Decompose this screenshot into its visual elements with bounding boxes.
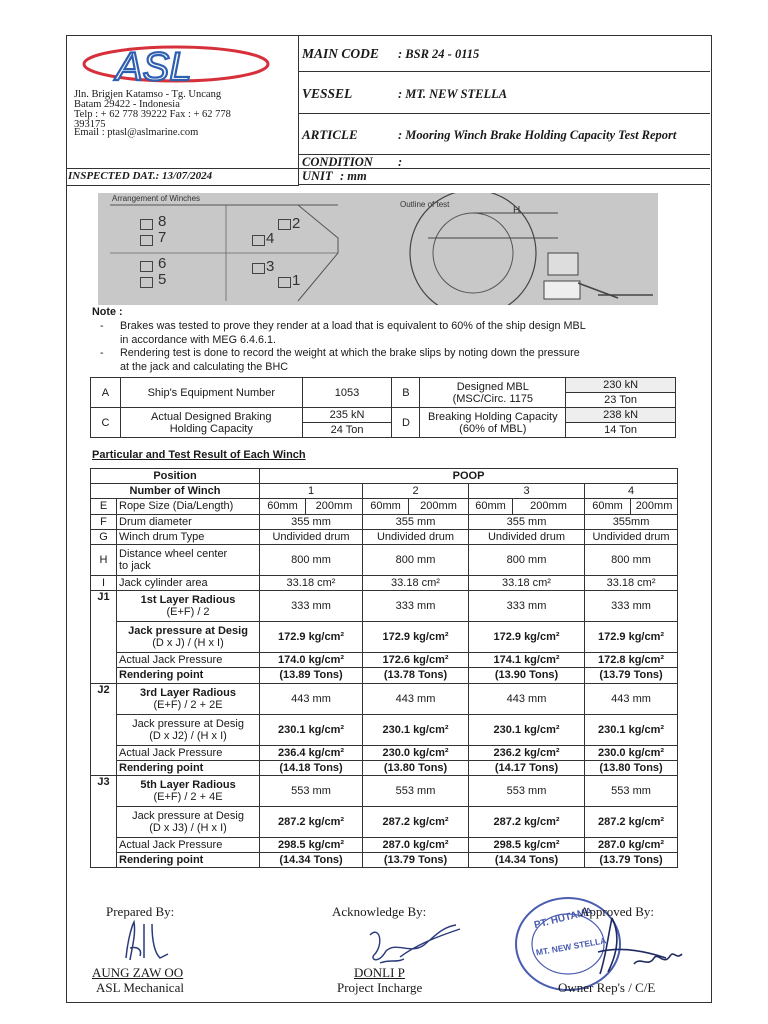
cell: 174.1 kg/cm²	[469, 653, 585, 668]
acknowledge-name: DONLI P	[354, 965, 405, 980]
cell: 33.18 cm²	[469, 575, 585, 590]
unit-label: UNIT	[302, 169, 333, 183]
h-label: H	[513, 205, 521, 216]
summary-value: 23 Ton	[566, 393, 676, 408]
cell: 800 mm	[585, 544, 678, 575]
row-label-line: to jack	[119, 559, 151, 572]
note-line: Brakes was tested to prove they render at a load that is equivalent to 60% of the ship design MBL	[120, 320, 586, 332]
winch-number: 3	[266, 258, 275, 275]
row-code: F	[91, 514, 117, 529]
summary-label-line: (60% of MBL)	[459, 422, 527, 435]
cell: 298.5 kg/cm²	[469, 837, 585, 852]
cell: 355 mm	[363, 514, 469, 529]
prepared-role: ASL Mechanical	[96, 980, 184, 995]
row-label: Jack cylinder area	[117, 575, 260, 590]
unit-row	[298, 168, 710, 185]
vessel-label: VESSEL	[302, 86, 353, 101]
cell: 443 mm	[260, 683, 363, 714]
cell: 230.1 kg/cm²	[469, 714, 585, 745]
cell: 287.2 kg/cm²	[260, 806, 363, 837]
layer-title-line: 1st Layer Radious	[140, 594, 236, 607]
row-code: J2	[91, 683, 117, 775]
note-bullet: -	[100, 320, 104, 332]
summary-label-line: Holding Capacity	[169, 422, 253, 435]
cell: 230.0 kg/cm²	[585, 745, 678, 760]
acknowledge-role: Project Incharge	[337, 980, 423, 995]
desig-label	[117, 714, 260, 745]
cell: (13.80 Tons)	[585, 760, 678, 775]
main-code-label: MAIN CODE	[302, 46, 379, 61]
summary-label	[420, 378, 566, 408]
outline-caption: Outline of test	[400, 200, 450, 209]
summary-label-line: (MSC/Circ. 1175	[452, 392, 534, 405]
desig-line: (D x J3) / (H x I)	[149, 821, 227, 834]
layer-title-line: 5th Layer Radious	[140, 778, 236, 791]
row-label-line: Distance wheel center	[119, 547, 228, 560]
rope-dia: 60mm	[469, 499, 513, 514]
desig-line: (D x J) / (H x I)	[152, 637, 224, 650]
cell: 230.1 kg/cm²	[260, 714, 363, 745]
summary-label-line: Designed MBL	[456, 380, 529, 393]
summary-label	[120, 408, 302, 438]
layer-title	[117, 775, 260, 806]
summary-code: C	[91, 408, 121, 438]
winch-box	[252, 235, 265, 246]
actual-label: Actual Jack Pressure	[117, 745, 260, 760]
row-code: E	[91, 499, 117, 514]
rope-length: 200mm	[513, 499, 585, 514]
winch-col-4: 4	[585, 484, 678, 499]
render-label: Rendering point	[117, 760, 260, 775]
summary-table	[90, 377, 676, 438]
desig-line: Jack pressure at Desig	[128, 625, 248, 638]
winch-number-label: Number of Winch	[91, 484, 260, 499]
summary-code: B	[392, 378, 420, 408]
row-code: J3	[91, 775, 117, 867]
desig-line: Jack pressure at Desig	[132, 717, 244, 730]
article-row	[298, 113, 710, 155]
row-label: Winch drum Type	[117, 529, 260, 544]
acknowledge-signature	[360, 915, 470, 970]
vessel-row	[298, 71, 710, 114]
cell: 333 mm	[260, 591, 363, 622]
cell: 230.1 kg/cm²	[363, 714, 469, 745]
cell: 298.5 kg/cm²	[260, 837, 363, 852]
winch-col-1: 1	[260, 484, 363, 499]
summary-label-line: Breaking Holding Capacity	[427, 410, 558, 423]
prepared-label: Prepared By:	[106, 904, 175, 919]
summary-value: 235 kN	[302, 408, 392, 423]
rope-dia: 60mm	[585, 499, 631, 514]
cell: 443 mm	[585, 683, 678, 714]
winch-col-3: 3	[469, 484, 585, 499]
address-line: Batam 29422 - Indonesia	[74, 99, 180, 110]
cell: (14.18 Tons)	[260, 760, 363, 775]
rope-length: 200mm	[631, 499, 678, 514]
desig-line: (D x J2) / (H x I)	[149, 729, 227, 742]
winch-number: 1	[292, 272, 301, 289]
acknowledge-label: Acknowledge By:	[332, 904, 427, 919]
cell: 333 mm	[363, 591, 469, 622]
row-code: H	[91, 544, 117, 575]
cell: Undivided drum	[260, 529, 363, 544]
row-label: Rope Size (Dia/Length)	[117, 499, 260, 514]
summary-value: 238 kN	[566, 408, 676, 423]
layer-title	[117, 683, 260, 714]
cell: Undivided drum	[469, 529, 585, 544]
cell: 33.18 cm²	[363, 575, 469, 590]
cell: 172.9 kg/cm²	[260, 622, 363, 653]
arrangement-photo	[98, 193, 658, 305]
note-line: in accordance with MEG 6.4.6.1.	[120, 333, 277, 346]
cell: (14.17 Tons)	[469, 760, 585, 775]
inspected-date	[66, 168, 299, 186]
layer-formula: (E+F) / 2 + 2E	[153, 698, 223, 711]
cell: 172.6 kg/cm²	[363, 653, 469, 668]
summary-value: 14 Ton	[566, 423, 676, 438]
address-line: 393175	[74, 119, 106, 130]
stamp-text: PT. HUTAMA	[533, 905, 594, 932]
note-item	[120, 320, 660, 347]
company-address	[74, 90, 294, 130]
cell: 553 mm	[469, 775, 585, 806]
layer-title	[117, 591, 260, 622]
rope-length: 200mm	[409, 499, 469, 514]
cell: 172.8 kg/cm²	[585, 653, 678, 668]
winch-number: 2	[292, 215, 301, 232]
cell: 553 mm	[363, 775, 469, 806]
winch-number: 8	[158, 213, 167, 230]
cell: (14.34 Tons)	[260, 853, 363, 868]
cell: Undivided drum	[363, 529, 469, 544]
company-email: Email : ptasl@aslmarine.com	[74, 127, 199, 138]
cell: (13.80 Tons)	[363, 760, 469, 775]
position-label: Position	[91, 469, 260, 484]
winch-box	[278, 219, 291, 230]
row-label	[117, 544, 260, 575]
row-label: Drum diameter	[117, 514, 260, 529]
note-title: Note :	[92, 306, 123, 318]
approved-signature	[578, 912, 688, 984]
article-label: ARTICLE	[302, 127, 358, 142]
rope-dia: 60mm	[363, 499, 409, 514]
actual-label: Actual Jack Pressure	[117, 837, 260, 852]
position-value: POOP	[260, 469, 678, 484]
cell: 800 mm	[260, 544, 363, 575]
arrangement-sketch	[98, 193, 658, 305]
cell: (13.90 Tons)	[469, 668, 585, 683]
cell: 287.0 kg/cm²	[363, 837, 469, 852]
address-line: Telp : + 62 778 39222 Fax : + 62 778	[74, 109, 231, 120]
cell: 172.9 kg/cm²	[585, 622, 678, 653]
cell: 553 mm	[585, 775, 678, 806]
winch-number: 7	[158, 229, 167, 246]
render-label: Rendering point	[117, 668, 260, 683]
winch-col-2: 2	[363, 484, 469, 499]
summary-label-line: Actual Designed Braking	[151, 410, 272, 423]
note-item	[120, 347, 660, 374]
summary-label	[420, 408, 566, 438]
cell: 443 mm	[363, 683, 469, 714]
cell: 287.2 kg/cm²	[363, 806, 469, 837]
stamp-vessel: MT. NEW STELLA	[535, 935, 608, 958]
unit-value: : mm	[340, 169, 367, 183]
prepared-signature	[118, 918, 178, 964]
cell: 333 mm	[469, 591, 585, 622]
main-code-value: : BSR 24 - 0115	[398, 47, 480, 61]
rope-length: 200mm	[306, 499, 363, 514]
cell: 443 mm	[469, 683, 585, 714]
winch-number: 6	[158, 255, 167, 272]
winch-box	[140, 235, 153, 246]
cell: (13.79 Tons)	[585, 668, 678, 683]
summary-code: D	[392, 408, 420, 438]
row-code: J1	[91, 591, 117, 683]
summary-value: 24 Ton	[302, 423, 392, 438]
cell: 355mm	[585, 514, 678, 529]
winch-results-table	[90, 468, 678, 868]
arrangement-caption: Arrangement of Winches	[112, 194, 201, 203]
cell: (13.79 Tons)	[585, 853, 678, 868]
winch-box	[252, 263, 265, 274]
desig-label	[117, 806, 260, 837]
approved-label: Approved By:	[580, 904, 655, 919]
asl-logo	[76, 42, 276, 90]
row-code: G	[91, 529, 117, 544]
layer-formula: (E+F) / 2 + 4E	[153, 790, 223, 803]
vessel-value: : MT. NEW STELLA	[398, 87, 508, 101]
cell: 553 mm	[260, 775, 363, 806]
condition-label: CONDITION	[302, 155, 373, 169]
render-label: Rendering point	[117, 853, 260, 868]
note-bullet: -	[100, 347, 104, 359]
winch-number: 5	[158, 271, 167, 288]
condition-row	[298, 154, 710, 169]
note-line: Rendering test is done to record the weight at which the brake slips by noting down the pressure	[120, 347, 580, 359]
cell: 800 mm	[469, 544, 585, 575]
summary-value: 230 kN	[566, 378, 676, 393]
cell: 333 mm	[585, 591, 678, 622]
cell: (13.78 Tons)	[363, 668, 469, 683]
cell: 174.0 kg/cm²	[260, 653, 363, 668]
note-line: at the jack and calculating the BHC	[120, 360, 289, 373]
condition-value: :	[398, 155, 403, 169]
winch-box	[278, 277, 291, 288]
cell: 355 mm	[260, 514, 363, 529]
desig-line: Jack pressure at Desig	[132, 809, 244, 822]
actual-label: Actual Jack Pressure	[117, 653, 260, 668]
rope-dia: 60mm	[260, 499, 306, 514]
cell: (13.89 Tons)	[260, 668, 363, 683]
cell: Undivided drum	[585, 529, 678, 544]
logo-text: ASL	[116, 45, 192, 89]
cell: 236.4 kg/cm²	[260, 745, 363, 760]
cell: 230.1 kg/cm²	[585, 714, 678, 745]
summary-label: Ship's Equipment Number	[120, 378, 302, 408]
cell: (13.79 Tons)	[363, 853, 469, 868]
main-code-row	[298, 35, 710, 72]
layer-title-line: 3rd Layer Radious	[140, 686, 236, 699]
prepared-name: AUNG ZAW OO	[92, 965, 184, 980]
desig-label	[117, 622, 260, 653]
cell: 230.0 kg/cm²	[363, 745, 469, 760]
cell: 172.9 kg/cm²	[363, 622, 469, 653]
address-line: Jln. Brigjen Katamso - Tg. Uncang	[74, 89, 222, 100]
cell: 287.2 kg/cm²	[469, 806, 585, 837]
layer-group	[91, 775, 678, 867]
article-value: : Mooring Winch Brake Holding Capacity Test Report	[398, 128, 677, 142]
layer-formula: (E+F) / 2	[166, 606, 210, 619]
winch-number: 4	[266, 230, 275, 247]
cell: 355 mm	[469, 514, 585, 529]
cell: 287.0 kg/cm²	[585, 837, 678, 852]
winch-box	[140, 219, 153, 230]
inspected-date-text: INSPECTED DAT.: 13/07/2024	[68, 170, 213, 182]
approved-role: Owner Rep's / C/E	[558, 980, 656, 995]
summary-value: 1053	[302, 378, 392, 408]
cell: 236.2 kg/cm²	[469, 745, 585, 760]
cell: (14.34 Tons)	[469, 853, 585, 868]
cell: 33.18 cm²	[585, 575, 678, 590]
particular-title: Particular and Test Result of Each Winch	[92, 449, 306, 461]
cell: 33.18 cm²	[260, 575, 363, 590]
layer-group	[91, 683, 678, 775]
cell: 800 mm	[363, 544, 469, 575]
cell: 172.9 kg/cm²	[469, 622, 585, 653]
winch-box	[140, 261, 153, 272]
cell: 287.2 kg/cm²	[585, 806, 678, 837]
winch-box	[140, 277, 153, 288]
layer-group	[91, 591, 678, 683]
summary-code: A	[91, 378, 121, 408]
row-code: I	[91, 575, 117, 590]
